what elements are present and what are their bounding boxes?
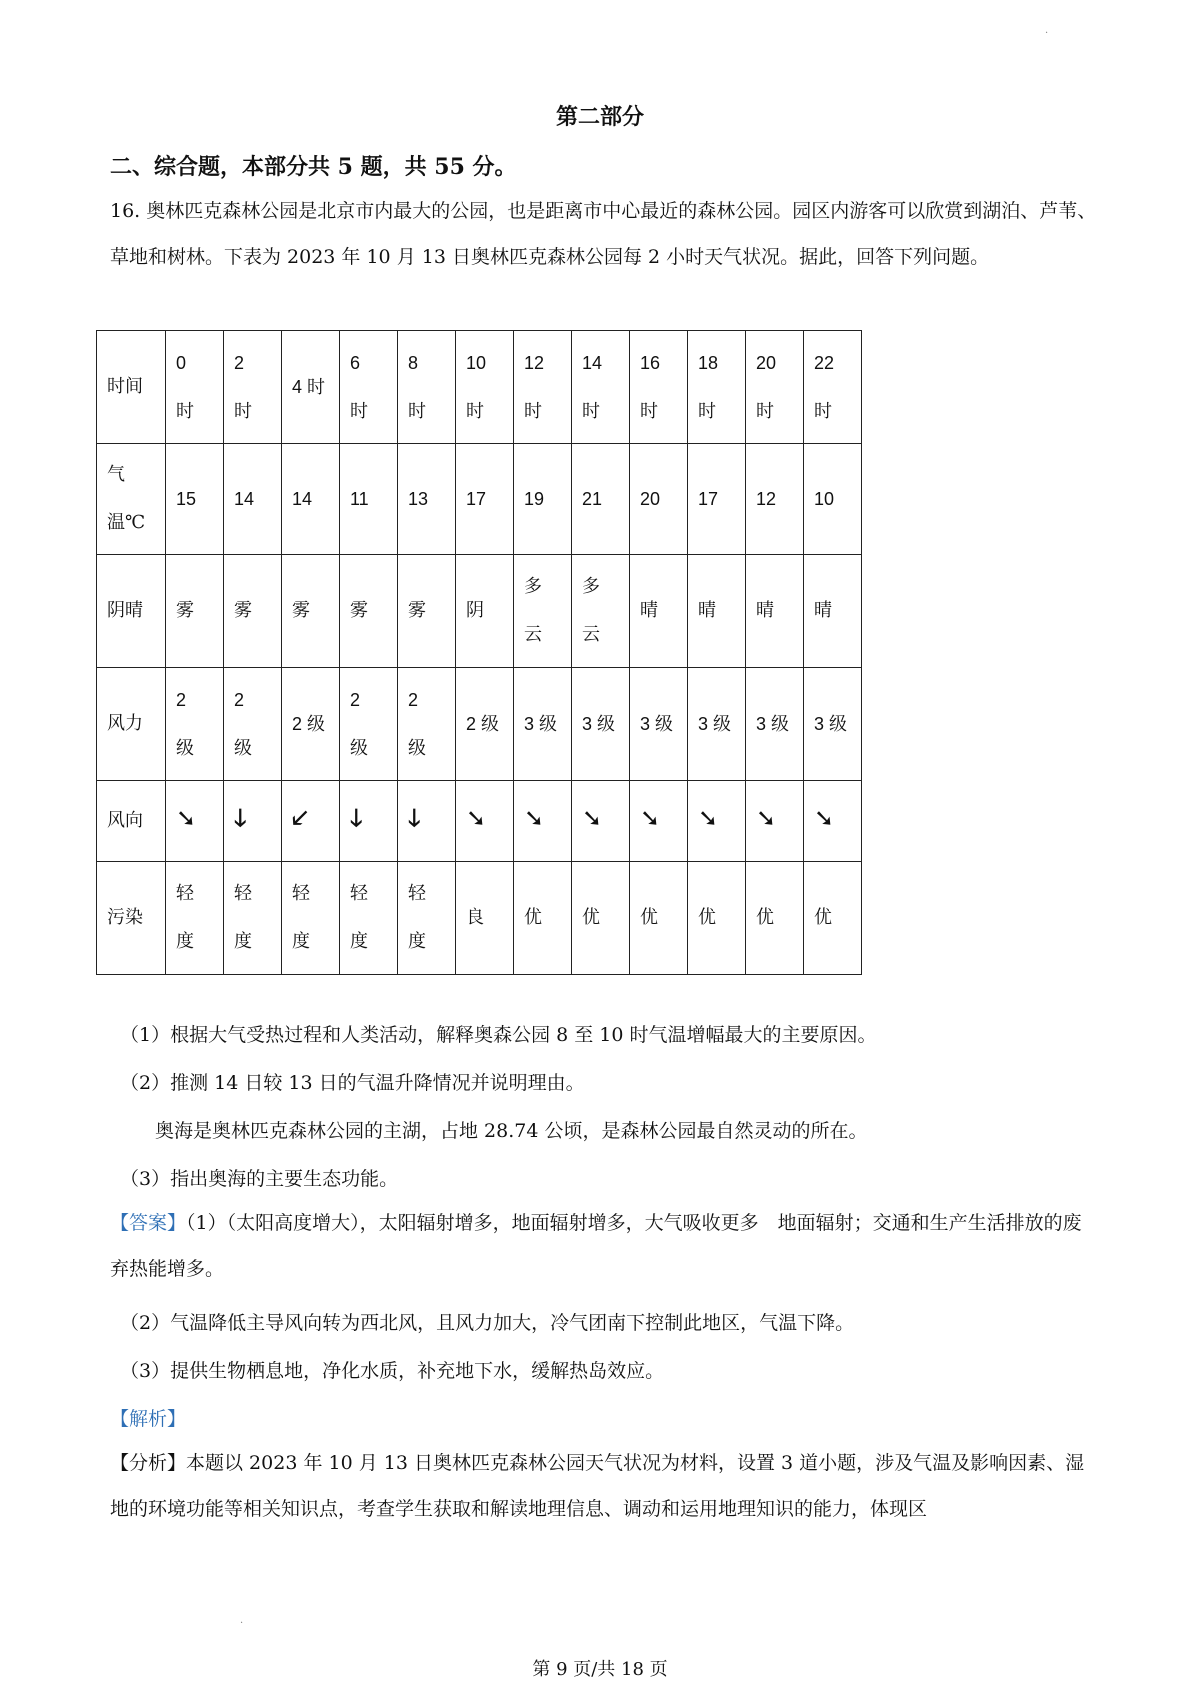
- wind-arrow-southeast-icon: ➘: [756, 804, 777, 832]
- cell-wind-force: [514, 668, 572, 781]
- cell-text: 度: [176, 931, 194, 952]
- cell-text: 0: [176, 352, 187, 373]
- cell-text: 3 级: [640, 713, 674, 734]
- row-time: [97, 331, 862, 444]
- cell-text: 轻: [292, 883, 310, 904]
- cell-text: 3 级: [814, 713, 848, 734]
- cell-text: 云: [582, 624, 600, 645]
- cell-text: 3 级: [756, 713, 790, 734]
- wind-arrow-southeast-icon: ➘: [524, 804, 545, 832]
- cell-temperature: [282, 444, 340, 555]
- row-label-text: 气: [107, 464, 125, 485]
- cell-text: 2: [176, 689, 187, 710]
- cell-temperature: [746, 444, 804, 555]
- cell-temperature: [804, 444, 862, 555]
- cell-text: 晴: [756, 600, 774, 621]
- cell-text: 雾: [234, 600, 252, 621]
- cell-pollution: [572, 862, 630, 975]
- weather-table: [96, 330, 862, 975]
- cell-wind-force: [224, 668, 282, 781]
- cell-text: 3 级: [582, 713, 616, 734]
- cell-text: 2 级: [466, 713, 500, 734]
- cell-text: 轻: [350, 883, 368, 904]
- cell-text: 优: [698, 907, 716, 928]
- cell-sky: [398, 555, 456, 668]
- row-label-pollution: [97, 862, 166, 975]
- cell-text: 17: [466, 488, 487, 509]
- answer-3: （3）提供生物栖息地，净化水质，补充地下水，缓解热岛效应。: [120, 1360, 665, 1382]
- fenxi-tag: 【分析】: [110, 1452, 187, 1474]
- cell-text: 时: [582, 400, 600, 422]
- cell-text: 20: [640, 488, 661, 509]
- analysis-block: [110, 1440, 1100, 1532]
- cell-text: 12: [524, 352, 545, 373]
- cell-wind-force: [688, 668, 746, 781]
- cell-time: [630, 331, 688, 444]
- cell-text: 雾: [350, 600, 368, 621]
- cell-text: 优: [756, 907, 774, 928]
- cell-sky: [456, 555, 514, 668]
- cell-wind-direction: [224, 781, 282, 862]
- cell-text: 优: [524, 907, 542, 928]
- wind-arrow-southwest-icon: 🡗: [292, 804, 308, 832]
- cell-wind-force: [340, 668, 398, 781]
- cell-pollution: [688, 862, 746, 975]
- cell-time: [166, 331, 224, 444]
- analysis-tag-line: [110, 1404, 186, 1431]
- cell-pollution: [804, 862, 862, 975]
- cell-wind-force: [456, 668, 514, 781]
- cell-wind-direction: [804, 781, 862, 862]
- wind-arrow-southeast-icon: ➘: [640, 804, 661, 832]
- cell-text: 20: [756, 352, 777, 373]
- analysis-text: 本题以 2023 年 10 月 13 日奥林匹克森林公园天气状况为材料，设置 3 道小题，涉及气温及影响因素、湿地的环境功能等相关知识点，考查学生获取和解读地理信息、调动和运用地理知识的能力，体现区: [110, 1452, 1085, 1520]
- row-label-text: 风向: [107, 810, 143, 831]
- cell-text: 13: [408, 488, 429, 509]
- question-1: （1）根据大气受热过程和人类活动，解释奥森公园 8 至 10 时气温增幅最大的主要原因。: [120, 1024, 877, 1046]
- row-pollution: [97, 862, 862, 975]
- cell-text: 3 级: [698, 713, 732, 734]
- cell-temperature: [224, 444, 282, 555]
- cell-wind-direction: [340, 781, 398, 862]
- cell-text: 22: [814, 352, 835, 373]
- cell-pollution: [630, 862, 688, 975]
- cell-text: 17: [698, 488, 719, 509]
- cell-wind-direction: [746, 781, 804, 862]
- cell-wind-direction: [398, 781, 456, 862]
- cell-text: 时: [350, 400, 368, 422]
- cell-sky: [282, 555, 340, 668]
- answer-1-block: [110, 1200, 1100, 1292]
- cell-text: 多: [582, 576, 600, 597]
- cell-text: 晴: [640, 600, 658, 621]
- row-sky: [97, 555, 862, 668]
- cell-text: 多: [524, 576, 542, 597]
- wind-arrow-southeast-icon: ➘: [466, 804, 487, 832]
- cell-time: [282, 331, 340, 444]
- cell-pollution: [456, 862, 514, 975]
- row-label-text: 时间: [107, 376, 143, 397]
- cell-wind-force: [282, 668, 340, 781]
- cell-text: 14: [582, 352, 603, 373]
- cell-pollution: [282, 862, 340, 975]
- cell-text: 18: [698, 352, 719, 373]
- question-2: （2）推测 14 日较 13 日的气温升降情况并说明理由。: [120, 1072, 585, 1094]
- cell-text: 级: [234, 737, 252, 759]
- cell-text: 度: [408, 931, 426, 952]
- cell-wind-direction: [572, 781, 630, 862]
- cell-wind-force: [746, 668, 804, 781]
- row-label-wind-direction: [97, 781, 166, 862]
- scan-speck: ·: [1045, 28, 1049, 39]
- part-title: 第二部分: [555, 104, 644, 130]
- cell-text: 度: [350, 931, 368, 952]
- cell-temperature: [514, 444, 572, 555]
- question-16-intro: 16. 奥林匹克森林公园是北京市内最大的公园，也是距离市中心最近的森林公园。园区内游客可以欣赏到湖泊、芦苇、草地和树林。下表为 2023 年 10 月 13 日奥林匹克森林公园每 2 小时天气状况。据此，回答下列问题。: [110, 200, 1097, 268]
- cell-pollution: [166, 862, 224, 975]
- wind-arrow-southeast-icon: ➘: [582, 804, 603, 832]
- aohai-context: 奥海是奥林匹克森林公园的主湖，占地 28.74 公顷，是森林公园最自然灵动的所在。: [155, 1120, 868, 1142]
- cell-text: 时: [466, 400, 484, 422]
- cell-text: 时: [756, 400, 774, 422]
- cell-text: 云: [524, 624, 542, 645]
- cell-wind-force: [804, 668, 862, 781]
- cell-text: 时: [408, 400, 426, 422]
- cell-text: 21: [582, 488, 603, 509]
- cell-text: 轻: [408, 883, 426, 904]
- cell-text: 时: [640, 400, 658, 422]
- answer-tag: 【答案】: [110, 1212, 187, 1234]
- cell-time: [224, 331, 282, 444]
- cell-sky: [224, 555, 282, 668]
- cell-text: 4 时: [292, 376, 326, 397]
- cell-temperature: [572, 444, 630, 555]
- cell-text: 晴: [814, 600, 832, 621]
- cell-wind-direction: [630, 781, 688, 862]
- cell-pollution: [340, 862, 398, 975]
- cell-text: 轻: [176, 883, 194, 904]
- cell-time: [398, 331, 456, 444]
- section-title: 二、综合题，本部分共 5 题，共 55 分。: [110, 154, 517, 180]
- cell-text: 14: [292, 488, 313, 509]
- cell-text: 度: [292, 931, 310, 952]
- cell-text: 级: [350, 737, 368, 759]
- cell-text: 19: [524, 488, 545, 509]
- cell-text: 优: [582, 907, 600, 928]
- cell-text: 时: [814, 400, 832, 422]
- cell-pollution: [398, 862, 456, 975]
- wind-arrow-south-icon: 🡓: [408, 804, 421, 832]
- cell-sky: [572, 555, 630, 668]
- cell-text: 优: [814, 907, 832, 928]
- cell-sky: [746, 555, 804, 668]
- cell-text: 级: [176, 737, 194, 759]
- cell-time: [804, 331, 862, 444]
- wind-arrow-south-icon: 🡓: [234, 804, 247, 832]
- cell-text: 3 级: [524, 713, 558, 734]
- cell-text: 14: [234, 488, 255, 509]
- cell-temperature: [398, 444, 456, 555]
- row-wind-direction: [97, 781, 862, 862]
- row-label-text: 温℃: [107, 512, 146, 533]
- cell-text: 6: [350, 352, 361, 373]
- cell-temperature: [340, 444, 398, 555]
- cell-text: 级: [408, 737, 426, 759]
- cell-text: 2 级: [292, 713, 326, 734]
- cell-text: 2: [234, 352, 245, 373]
- cell-text: 11: [350, 488, 369, 509]
- analysis-tag: 【解析】: [110, 1408, 187, 1430]
- cell-wind-force: [398, 668, 456, 781]
- cell-text: 度: [234, 931, 252, 952]
- cell-text: 雾: [408, 600, 426, 621]
- wind-arrow-southeast-icon: ➘: [698, 804, 719, 832]
- cell-text: 轻: [234, 883, 252, 904]
- cell-sky: [166, 555, 224, 668]
- cell-text: 优: [640, 907, 658, 928]
- wind-arrow-south-icon: 🡓: [350, 804, 363, 832]
- wind-arrow-southeast-icon: ➘: [176, 804, 197, 832]
- cell-text: 阴: [466, 600, 484, 621]
- cell-text: 2: [408, 689, 419, 710]
- cell-temperature: [166, 444, 224, 555]
- answer-2: （2）气温降低主导风向转为西北风，且风力加大，冷气团南下控制此地区，气温下降。: [120, 1312, 855, 1334]
- cell-sky: [514, 555, 572, 668]
- cell-sky: [340, 555, 398, 668]
- row-label-text: 风力: [107, 713, 143, 734]
- cell-temperature: [630, 444, 688, 555]
- cell-text: 15: [176, 488, 197, 509]
- cell-pollution: [514, 862, 572, 975]
- cell-wind-force: [572, 668, 630, 781]
- cell-text: 2: [350, 689, 361, 710]
- cell-text: 晴: [698, 600, 716, 621]
- cell-pollution: [746, 862, 804, 975]
- row-label-sky: [97, 555, 166, 668]
- cell-sky: [804, 555, 862, 668]
- row-wind-force: [97, 668, 862, 781]
- cell-time: [746, 331, 804, 444]
- cell-wind-direction: [456, 781, 514, 862]
- cell-text: 10: [466, 352, 487, 373]
- cell-text: 8: [408, 352, 419, 373]
- cell-wind-force: [630, 668, 688, 781]
- row-label-text: 阴晴: [107, 600, 143, 621]
- cell-wind-direction: [166, 781, 224, 862]
- cell-text: 雾: [292, 600, 310, 621]
- cell-text: 12: [756, 488, 777, 509]
- cell-time: [688, 331, 746, 444]
- cell-text: 雾: [176, 600, 194, 621]
- row-label-time: [97, 331, 166, 444]
- row-temperature: [97, 444, 862, 555]
- cell-text: 16: [640, 352, 661, 373]
- cell-wind-direction: [282, 781, 340, 862]
- question-3: （3）指出奥海的主要生态功能。: [120, 1168, 399, 1190]
- cell-temperature: [456, 444, 514, 555]
- cell-wind-direction: [688, 781, 746, 862]
- cell-text: 时: [698, 400, 716, 422]
- cell-pollution: [224, 862, 282, 975]
- page-footer: 第 9 页/共 18 页: [532, 1659, 668, 1680]
- wind-arrow-southeast-icon: ➘: [814, 804, 835, 832]
- row-label-text: 污染: [107, 907, 143, 928]
- cell-time: [572, 331, 630, 444]
- answer-1: （1）（太阳高度增大），太阳辐射增多，地面辐射增多，大气吸收更多 地面辐射；交通和生产生活排放的废弃热能增多。: [110, 1212, 1082, 1280]
- cell-text: 时: [234, 400, 252, 422]
- row-label-temperature: [97, 444, 166, 555]
- cell-text: 时: [524, 400, 542, 422]
- scan-speck: ·: [240, 1618, 244, 1629]
- cell-time: [340, 331, 398, 444]
- row-label-wind-force: [97, 668, 166, 781]
- cell-text: 2: [234, 689, 245, 710]
- cell-wind-force: [166, 668, 224, 781]
- cell-text: 10: [814, 488, 835, 509]
- cell-wind-direction: [514, 781, 572, 862]
- cell-temperature: [688, 444, 746, 555]
- cell-sky: [688, 555, 746, 668]
- cell-time: [514, 331, 572, 444]
- cell-sky: [630, 555, 688, 668]
- cell-text: 时: [176, 400, 194, 422]
- cell-text: 良: [466, 907, 484, 928]
- cell-time: [456, 331, 514, 444]
